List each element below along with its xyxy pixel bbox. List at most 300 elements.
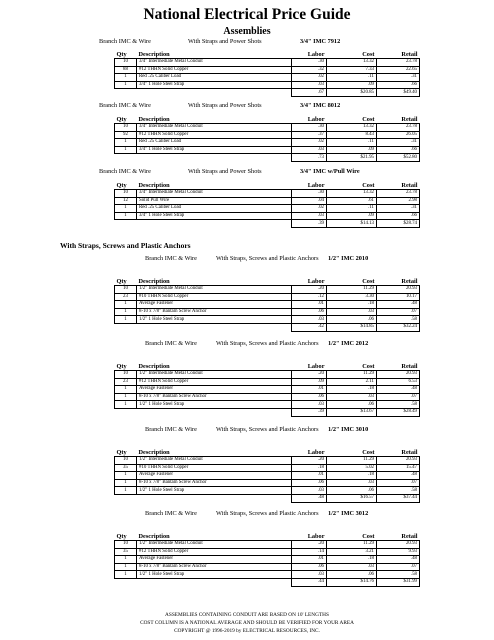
row-qty: 10	[115, 286, 137, 294]
total-cost: $14.13	[327, 220, 377, 228]
row-qty: 1	[115, 571, 137, 579]
row-cost: .06	[327, 401, 377, 409]
assembly-header	[0, 510, 494, 530]
row-retail: 9.93	[377, 548, 420, 556]
total-retail: $28.49	[377, 408, 420, 416]
row-labor: .06	[292, 563, 327, 571]
table-row	[115, 371, 420, 379]
assembly-category: Branch IMC & Wire	[99, 38, 151, 45]
column-header-retail: Retail	[377, 532, 420, 541]
column-header-description: Description	[137, 448, 292, 457]
assembly-description: With Straps and Power Shots	[188, 38, 262, 45]
row-description: 3/4" 1 Hole Steel Strap	[137, 212, 292, 220]
row-description: 3/4" Intermediate Metal Conduit	[137, 59, 292, 67]
row-retail: 20.93	[377, 286, 420, 294]
assembly-table	[114, 181, 420, 228]
total-row	[115, 89, 420, 97]
row-cost: .18	[327, 301, 377, 309]
row-cost: 8.43	[327, 131, 377, 139]
row-qty: 1	[115, 301, 137, 309]
column-header-labor: Labor	[292, 181, 327, 190]
row-description: #12 THHN Solid Copper	[137, 378, 292, 386]
row-description: 1/2" Intermediate Metal Conduit	[137, 541, 292, 549]
row-labor: .01	[292, 301, 327, 309]
row-description: 1/2" 1 Hole Steel Strap	[137, 401, 292, 409]
row-labor: .02	[292, 205, 327, 213]
row-retail: .66	[377, 212, 420, 220]
table-row	[115, 212, 420, 220]
column-header-retail: Retail	[377, 362, 420, 371]
assembly-description: With Straps and Power Shots	[188, 168, 262, 175]
table-header-row	[115, 532, 420, 541]
total-row	[115, 494, 420, 502]
table-header-row	[115, 50, 420, 59]
table-row	[115, 487, 420, 495]
total-labor: .39	[292, 408, 327, 416]
total-retail: $32.24	[377, 323, 420, 331]
row-labor: .14	[292, 548, 327, 556]
row-cost: .06	[327, 487, 377, 495]
assembly-category: Branch IMC & Wire	[145, 340, 197, 347]
row-labor: .03	[292, 487, 327, 495]
total-row	[115, 578, 420, 586]
total-spacer	[137, 89, 292, 97]
table-row	[115, 190, 420, 198]
row-description: 1/2" 1 Hole Steel Strap	[137, 316, 292, 324]
assembly-header	[0, 340, 494, 360]
row-qty: 35	[115, 464, 137, 472]
row-qty: 1	[115, 401, 137, 409]
row-description: #12 THHN Solid Copper	[137, 66, 292, 74]
row-labor: .18	[292, 464, 327, 472]
row-retail: 2.98	[377, 197, 420, 205]
assembly-description: With Straps, Screws and Plastic Anchors	[216, 510, 319, 517]
row-qty: 1	[115, 212, 137, 220]
row-description: Average Fastener	[137, 301, 292, 309]
section-heading: With Straps, Screws and Plastic Anchors	[60, 241, 191, 250]
row-qty: 10	[115, 124, 137, 132]
column-header-retail: Retail	[377, 115, 420, 124]
row-qty: 88	[115, 66, 137, 74]
row-labor: .37	[292, 131, 327, 139]
table-header-row	[115, 181, 420, 190]
row-cost: .03	[327, 479, 377, 487]
table-row	[115, 293, 420, 301]
assembly-code: 3/4" IMC w/Pull Wire	[300, 168, 360, 175]
column-header-labor: Labor	[292, 115, 327, 124]
row-cost: 2.11	[327, 378, 377, 386]
table-row	[115, 81, 420, 89]
row-retail: .58	[377, 401, 420, 409]
row-labor: .20	[292, 286, 327, 294]
total-spacer	[115, 154, 137, 162]
row-qty: 35	[115, 548, 137, 556]
row-description: #12 THHN Solid Copper	[137, 548, 292, 556]
row-qty: 1	[115, 74, 137, 82]
row-retail: 20.93	[377, 371, 420, 379]
row-description: 1/2" 1 Hole Steel Strap	[137, 571, 292, 579]
row-qty: 1	[115, 205, 137, 213]
total-spacer	[115, 89, 137, 97]
row-labor: .09	[292, 378, 327, 386]
row-retail: .58	[377, 571, 420, 579]
table-row	[115, 479, 420, 487]
row-labor: .02	[292, 74, 327, 82]
row-retail: .31	[377, 74, 420, 82]
row-cost: .18	[327, 386, 377, 394]
row-cost: .09	[327, 212, 377, 220]
row-description: 8-10 x 7/8" Bantam Screw Anchor	[137, 563, 292, 571]
total-spacer	[137, 154, 292, 162]
table-row	[115, 131, 420, 139]
assembly-table	[114, 277, 420, 332]
row-cost: .09	[327, 81, 377, 89]
row-cost: .61	[327, 197, 377, 205]
assembly-description: With Straps, Screws and Plastic Anchors	[216, 340, 319, 347]
row-labor: .30	[292, 59, 327, 67]
table-row	[115, 197, 420, 205]
row-cost: .11	[327, 74, 377, 82]
assembly-code: 1/2" IMC 2010	[328, 255, 369, 262]
table-row	[115, 308, 420, 316]
table-row	[115, 386, 420, 394]
row-cost: 11.29	[327, 457, 377, 465]
row-cost: .03	[327, 308, 377, 316]
assembly-category: Branch IMC & Wire	[99, 102, 151, 109]
row-labor: .32	[292, 66, 327, 74]
total-spacer	[137, 220, 292, 228]
column-header-labor: Labor	[292, 50, 327, 59]
column-header-description: Description	[137, 532, 292, 541]
row-cost: .11	[327, 205, 377, 213]
row-description: Red .25 Caliber Load	[137, 139, 292, 147]
row-cost: 13.32	[327, 124, 377, 132]
table-row	[115, 563, 420, 571]
row-retail: .58	[377, 487, 420, 495]
row-labor: .06	[292, 479, 327, 487]
table-row	[115, 59, 420, 67]
table-row	[115, 146, 420, 154]
row-retail: .07	[377, 479, 420, 487]
column-header-cost: Cost	[327, 181, 377, 190]
total-spacer	[115, 408, 137, 416]
row-retail: 15.47	[377, 464, 420, 472]
column-header-qty: Qty	[115, 362, 137, 371]
row-cost: 11.29	[327, 541, 377, 549]
total-retail: $52.80	[377, 154, 420, 162]
row-description: 3/4" 1 Hole Steel Strap	[137, 81, 292, 89]
row-description: 3/4" 1 Hole Steel Strap	[137, 146, 292, 154]
row-description: Red .25 Caliber Load	[137, 205, 292, 213]
table-row	[115, 124, 420, 132]
row-retail: .48	[377, 556, 420, 564]
assembly-header	[0, 255, 494, 275]
row-retail: 23.78	[377, 59, 420, 67]
row-qty: 1	[115, 139, 137, 147]
total-cost: $14.76	[327, 578, 377, 586]
row-labor: .02	[292, 139, 327, 147]
column-header-labor: Labor	[292, 362, 327, 371]
row-labor: .03	[292, 316, 327, 324]
total-spacer	[115, 323, 137, 331]
assembly-description: With Straps, Screws and Plastic Anchors	[216, 255, 319, 262]
row-qty: 92	[115, 131, 137, 139]
footer-line-1: ASSEMBLIES CONTAINING CONDUIT ARE BASED ON 10' LENGTHS	[165, 612, 329, 618]
row-description: Red .25 Caliber Load	[137, 74, 292, 82]
row-retail: .31	[377, 205, 420, 213]
row-qty: 12	[115, 197, 137, 205]
row-qty: 10	[115, 541, 137, 549]
column-header-description: Description	[137, 277, 292, 286]
total-spacer	[115, 220, 137, 228]
row-cost: 13.32	[327, 190, 377, 198]
row-qty: 1	[115, 472, 137, 480]
page-subtitle: Assemblies	[223, 26, 271, 37]
total-cost: $21.95	[327, 154, 377, 162]
row-qty: 10	[115, 371, 137, 379]
total-row	[115, 408, 420, 416]
row-labor: .20	[292, 457, 327, 465]
row-description: Average Fastener	[137, 556, 292, 564]
row-retail: 20.93	[377, 541, 420, 549]
row-description: 3/4" Intermediate Metal Conduit	[137, 124, 292, 132]
assembly-code: 3/4" IMC 7912	[300, 38, 341, 45]
row-cost: .03	[327, 563, 377, 571]
assembly-code: 1/2" IMC 3012	[328, 510, 369, 517]
row-cost: .03	[327, 393, 377, 401]
assembly-description: With Straps, Screws and Plastic Anchors	[216, 426, 319, 433]
assembly-code: 1/2" IMC 2012	[328, 340, 369, 347]
row-retail: .66	[377, 81, 420, 89]
assembly-table	[114, 532, 420, 587]
column-header-retail: Retail	[377, 50, 420, 59]
table-row	[115, 571, 420, 579]
row-description: 8-10 x 7/8" Bantam Screw Anchor	[137, 393, 292, 401]
total-retail: $49.40	[377, 89, 420, 97]
assembly-category: Branch IMC & Wire	[145, 510, 197, 517]
total-labor: .73	[292, 154, 327, 162]
row-qty: 1	[115, 393, 137, 401]
row-qty: 1	[115, 487, 137, 495]
row-description: 8-10 x 7/8" Bantam Screw Anchor	[137, 479, 292, 487]
table-row	[115, 66, 420, 74]
row-qty: 1	[115, 556, 137, 564]
row-retail: .07	[377, 308, 420, 316]
assembly-table	[114, 115, 420, 162]
column-header-cost: Cost	[327, 532, 377, 541]
column-header-labor: Labor	[292, 532, 327, 541]
row-labor: .20	[292, 541, 327, 549]
row-labor: .06	[292, 393, 327, 401]
column-header-qty: Qty	[115, 181, 137, 190]
row-retail: .31	[377, 139, 420, 147]
total-labor: .42	[292, 323, 327, 331]
table-row	[115, 301, 420, 309]
row-retail: .48	[377, 472, 420, 480]
row-qty: 1	[115, 308, 137, 316]
table-row	[115, 378, 420, 386]
table-row	[115, 548, 420, 556]
total-retail: $31.99	[377, 578, 420, 586]
row-qty: 23	[115, 378, 137, 386]
column-header-description: Description	[137, 362, 292, 371]
table-header-row	[115, 362, 420, 371]
row-retail: 23.78	[377, 190, 420, 198]
row-qty: 1	[115, 146, 137, 154]
row-retail: .07	[377, 393, 420, 401]
row-labor: .01	[292, 556, 327, 564]
row-cost: .18	[327, 472, 377, 480]
table-header-row	[115, 115, 420, 124]
table-row	[115, 401, 420, 409]
table-row	[115, 205, 420, 213]
total-cost: $16.57	[327, 494, 377, 502]
column-header-cost: Cost	[327, 115, 377, 124]
row-retail: 6.53	[377, 378, 420, 386]
assembly-table	[114, 362, 420, 417]
row-labor: .12	[292, 293, 327, 301]
row-description: 3/4" Intermediate Metal Conduit	[137, 190, 292, 198]
row-cost: .06	[327, 571, 377, 579]
row-labor: .01	[292, 472, 327, 480]
table-row	[115, 393, 420, 401]
table-row	[115, 316, 420, 324]
row-labor: .01	[292, 386, 327, 394]
table-row	[115, 286, 420, 294]
column-header-retail: Retail	[377, 277, 420, 286]
row-retail: 23.78	[377, 124, 420, 132]
total-spacer	[137, 323, 292, 331]
table-row	[115, 556, 420, 564]
row-qty: 1	[115, 479, 137, 487]
table-row	[115, 139, 420, 147]
row-cost: .18	[327, 556, 377, 564]
total-labor: .67	[292, 89, 327, 97]
column-header-cost: Cost	[327, 448, 377, 457]
total-row	[115, 220, 420, 228]
row-qty: 1	[115, 386, 137, 394]
row-cost: 3.30	[327, 293, 377, 301]
total-labor: .39	[292, 220, 327, 228]
row-description: Solid Pull Wire	[137, 197, 292, 205]
column-header-retail: Retail	[377, 448, 420, 457]
row-description: Average Fastener	[137, 386, 292, 394]
column-header-labor: Labor	[292, 448, 327, 457]
assembly-code: 1/2" IMC 3010	[328, 426, 369, 433]
row-qty: 1	[115, 316, 137, 324]
column-header-labor: Labor	[292, 277, 327, 286]
row-labor: .06	[292, 308, 327, 316]
table-row	[115, 541, 420, 549]
table-row	[115, 457, 420, 465]
row-description: #12 THHN Solid Copper	[137, 131, 292, 139]
row-cost: 11.29	[327, 286, 377, 294]
row-cost: 5.02	[327, 464, 377, 472]
row-qty: 1	[115, 563, 137, 571]
assembly-category: Branch IMC & Wire	[145, 255, 197, 262]
assembly-table	[114, 50, 420, 97]
total-labor: .48	[292, 494, 327, 502]
assembly-category: Branch IMC & Wire	[99, 168, 151, 175]
table-header-row	[115, 448, 420, 457]
row-qty: 1	[115, 81, 137, 89]
total-spacer	[137, 578, 292, 586]
column-header-description: Description	[137, 181, 292, 190]
column-header-description: Description	[137, 50, 292, 59]
column-header-qty: Qty	[115, 277, 137, 286]
row-retail: .48	[377, 386, 420, 394]
total-spacer	[137, 408, 292, 416]
row-labor: .30	[292, 124, 327, 132]
total-labor: .44	[292, 578, 327, 586]
row-cost: .06	[327, 316, 377, 324]
column-header-qty: Qty	[115, 115, 137, 124]
row-labor: .04	[292, 197, 327, 205]
row-description: 1/2" 1 Hole Steel Strap	[137, 487, 292, 495]
assembly-category: Branch IMC & Wire	[145, 426, 197, 433]
total-retail: $37.44	[377, 494, 420, 502]
row-qty: 10	[115, 190, 137, 198]
total-retail: $28.74	[377, 220, 420, 228]
page-title: National Electrical Price Guide	[143, 6, 351, 23]
total-spacer	[115, 578, 137, 586]
row-cost: 3.21	[327, 548, 377, 556]
row-labor: .03	[292, 401, 327, 409]
row-cost: 11.29	[327, 371, 377, 379]
total-row	[115, 323, 420, 331]
assembly-table	[114, 448, 420, 503]
row-retail: .07	[377, 563, 420, 571]
row-description: 1/2" Intermediate Metal Conduit	[137, 457, 292, 465]
row-description: Average Fastener	[137, 472, 292, 480]
row-labor: .03	[292, 146, 327, 154]
row-cost: 7.33	[327, 66, 377, 74]
assembly-code: 3/4" IMC 8012	[300, 102, 341, 109]
row-description: 8-10 x 7/8" Bantam Screw Anchor	[137, 308, 292, 316]
total-spacer	[137, 494, 292, 502]
footer-line-3: COPYRIGHT @ 1996-2019 by ELECTRICAL RESOURCES, INC.	[174, 628, 320, 634]
row-retail: .58	[377, 316, 420, 324]
row-description: #10 THHN Solid Copper	[137, 464, 292, 472]
total-spacer	[115, 494, 137, 502]
row-labor: .30	[292, 190, 327, 198]
total-cost: $13.67	[327, 408, 377, 416]
footer-line-2: COST COLUMN IS A NATIONAL AVERAGE AND SHOULD BE VERIFIED FOR YOUR AREA	[140, 620, 354, 626]
row-description: 1/2" Intermediate Metal Conduit	[137, 286, 292, 294]
row-labor: .20	[292, 371, 327, 379]
row-retail: 22.65	[377, 66, 420, 74]
column-header-qty: Qty	[115, 50, 137, 59]
table-header-row	[115, 277, 420, 286]
column-header-cost: Cost	[327, 277, 377, 286]
row-retail: 10.17	[377, 293, 420, 301]
row-cost: .09	[327, 146, 377, 154]
total-cost: $20.85	[327, 89, 377, 97]
row-retail: 26.05	[377, 131, 420, 139]
row-labor: .03	[292, 212, 327, 220]
row-labor: .03	[292, 81, 327, 89]
row-qty: 10	[115, 59, 137, 67]
row-description: #10 THHN Solid Copper	[137, 293, 292, 301]
assembly-header	[0, 426, 494, 446]
table-row	[115, 74, 420, 82]
column-header-qty: Qty	[115, 532, 137, 541]
row-cost: 13.32	[327, 59, 377, 67]
row-cost: .11	[327, 139, 377, 147]
row-retail: .66	[377, 146, 420, 154]
table-row	[115, 464, 420, 472]
column-header-retail: Retail	[377, 181, 420, 190]
